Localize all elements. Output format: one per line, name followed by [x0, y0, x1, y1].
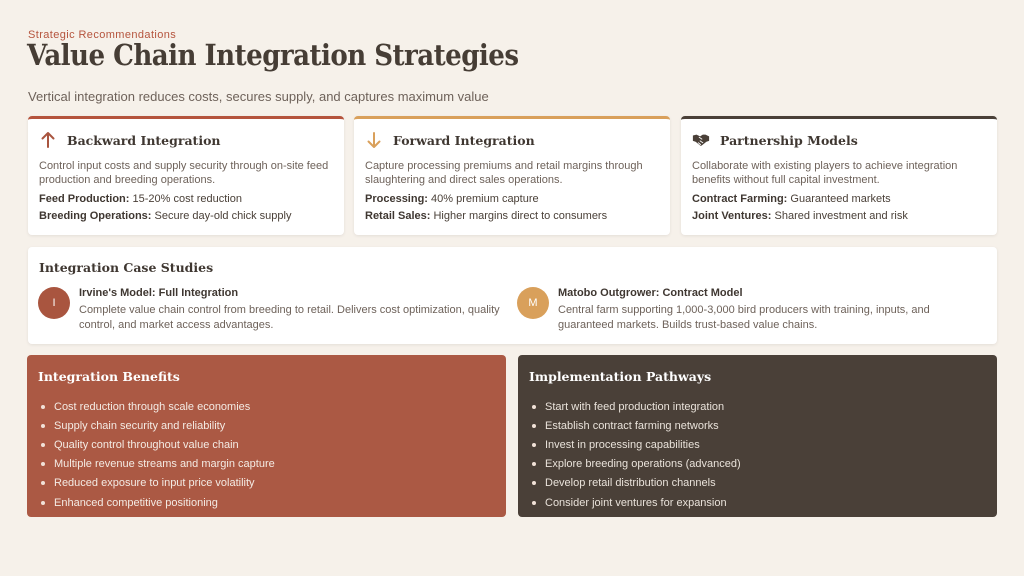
arrow-up-icon: [39, 131, 57, 149]
integration-benefits-panel: [27, 355, 506, 517]
page-subtitle: Vertical integration reduces costs, secures supply, and captures maximum value: [28, 89, 489, 104]
bullet-icon: [41, 405, 45, 409]
list-item: Enhanced competitive positioning: [38, 493, 495, 512]
case-description: Central farm supporting 1,000-3,000 bird producers with training, inputs, and guaranteed markets. Builds trust-based value chains.: [558, 304, 930, 331]
case-study-matobo: [517, 287, 987, 332]
avatar: M: [517, 287, 549, 319]
list-item: Develop retail distribution channels: [529, 474, 986, 493]
card-point: Breeding Operations: Secure day-old chick supply: [39, 210, 292, 222]
bullet-icon: [41, 424, 45, 428]
list-item: Supply chain security and reliability: [38, 416, 495, 435]
panel-title: Integration Benefits: [38, 369, 180, 384]
card-title: Backward Integration: [67, 132, 221, 148]
bullet-icon: [532, 424, 536, 428]
case-study-irvine: [38, 287, 508, 332]
implementation-pathways-panel: [518, 355, 997, 517]
case-title: Matobo Outgrower: Contract Model: [558, 287, 743, 299]
benefits-list: [38, 397, 495, 512]
list-item: Establish contract farming networks: [529, 416, 986, 435]
card-point: Contract Farming: Guaranteed markets: [692, 193, 891, 205]
list-item: Quality control throughout value chain: [38, 435, 495, 454]
bullet-icon: [532, 501, 536, 505]
case-title: Irvine's Model: Full Integration: [79, 287, 239, 299]
bullet-icon: [41, 443, 45, 447]
case-studies-title: Integration Case Studies: [39, 260, 214, 275]
list-item: Consider joint ventures for expansion: [529, 493, 986, 512]
list-item: Multiple revenue streams and margin capture: [38, 455, 495, 474]
page-title: Value Chain Integration Strategies: [27, 38, 519, 72]
card-point: Retail Sales: Higher margins direct to consumers: [365, 210, 608, 222]
arrow-down-icon: [365, 131, 383, 149]
backward-integration-card: [28, 116, 344, 235]
avatar: I: [38, 287, 70, 319]
bullet-icon: [532, 405, 536, 409]
card-point: Processing: 40% premium capture: [365, 193, 539, 205]
bullet-icon: [532, 481, 536, 485]
card-description: Control input costs and supply security through on-site feed production and breeding operations.: [39, 160, 329, 186]
card-description: Capture processing premiums and retail margins through slaughtering and direct sales operations.: [365, 160, 643, 186]
list-item: Start with feed production integration: [529, 397, 986, 416]
bullet-icon: [41, 462, 45, 466]
case-studies-card: [28, 247, 997, 344]
card-title: Forward Integration: [393, 132, 535, 148]
card-title: Partnership Models: [720, 132, 858, 148]
pathways-list: [529, 397, 986, 512]
card-point: Feed Production: 15-20% cost reduction: [39, 193, 242, 205]
handshake-icon: [692, 131, 710, 149]
forward-integration-card: [354, 116, 670, 235]
bullet-icon: [532, 443, 536, 447]
list-item: Cost reduction through scale economies: [38, 397, 495, 416]
partnership-models-card: [681, 116, 997, 235]
bullet-icon: [41, 481, 45, 485]
eyebrow-label: Strategic Recommendations: [28, 29, 177, 41]
card-description: Collaborate with existing players to achieve integration benefits without full capital investment.: [692, 160, 958, 186]
list-item: Invest in processing capabilities: [529, 435, 986, 454]
bullet-icon: [532, 462, 536, 466]
case-description: Complete value chain control from breeding to retail. Delivers cost optimization, quality control, and market access advantages.: [79, 304, 500, 331]
bullet-icon: [41, 501, 45, 505]
card-point: Joint Ventures: Shared investment and risk: [692, 210, 908, 222]
panel-title: Implementation Pathways: [529, 369, 712, 384]
list-item: Reduced exposure to input price volatility: [38, 474, 495, 493]
list-item: Explore breeding operations (advanced): [529, 455, 986, 474]
